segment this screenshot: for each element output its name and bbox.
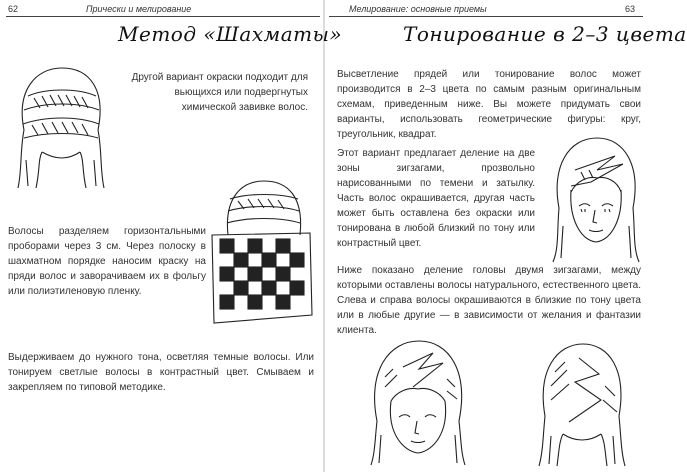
left-paragraph-3: Выдерживаем до нужного тона, осветляя темные волосы. Или тонируем светлые волосы в контрастный цвет. Смываем и закрепляем по типовой методике. xyxy=(8,352,314,393)
right-paragraph-1: Высветление прядей или тонирование волос может производится в 2–3 цвета по самым разным оригинальным схемам, приведенным ниже. Вы можете придумать свои варианты, использовать геометрические фигуры: круг, треугольник, квадрат. xyxy=(337,69,641,140)
left-header-rule xyxy=(6,16,320,17)
right-header-rule xyxy=(329,16,643,17)
left-paragraph-1: Другой вариант окраски подходит для вьющихся или подвергнутых химической завивке волос. xyxy=(131,72,308,113)
right-page-title: Тонирование в 2–3 цвета xyxy=(403,22,687,46)
left-page-title: Метод «Шахматы» xyxy=(118,22,343,46)
right-paragraph-2: Этот вариант предлагает деление на две зоны зигзагами, прозвольно нарисованными по темени и затылку. Часть волос окрашивается, другая часть может быть оставлена без окраски или тонирована в любой близкий по тону или контрастный цвет. xyxy=(337,148,535,249)
right-running-title: Мелирование: основные приемы xyxy=(349,4,487,14)
left-page xyxy=(0,0,343,472)
hair-illustration-two-zigzags-front xyxy=(363,335,473,467)
hair-illustration-zigzag-front xyxy=(545,130,645,265)
right-page xyxy=(325,0,687,472)
left-running-title: Прически и мелирование xyxy=(86,4,192,14)
left-page-number: 62 xyxy=(8,4,19,14)
hair-illustration-stripes-back xyxy=(6,60,116,190)
right-page-number: 63 xyxy=(625,4,636,14)
hair-illustration-checkerboard xyxy=(208,175,318,330)
hair-illustration-two-zigzags-back xyxy=(529,338,635,468)
left-paragraph-2: Волосы разделяем горизонтальными проборами через 3 см. Через полоску в шахматном порядке наносим краску на пряди волос и заворачиваем их в фольгу или полиэтиленовую пленку. xyxy=(8,226,206,297)
right-running-header xyxy=(325,2,649,16)
right-paragraph-3: Ниже показано деление головы двумя зигзагами, между которыми оставлены волосы натурального, естественного цвета. Слева и справа волосы окрашиваются в близкие по тону цвета или в любые другие — в зависимости от желания и фантазии клиента. xyxy=(337,265,641,336)
left-running-header xyxy=(0,2,324,16)
